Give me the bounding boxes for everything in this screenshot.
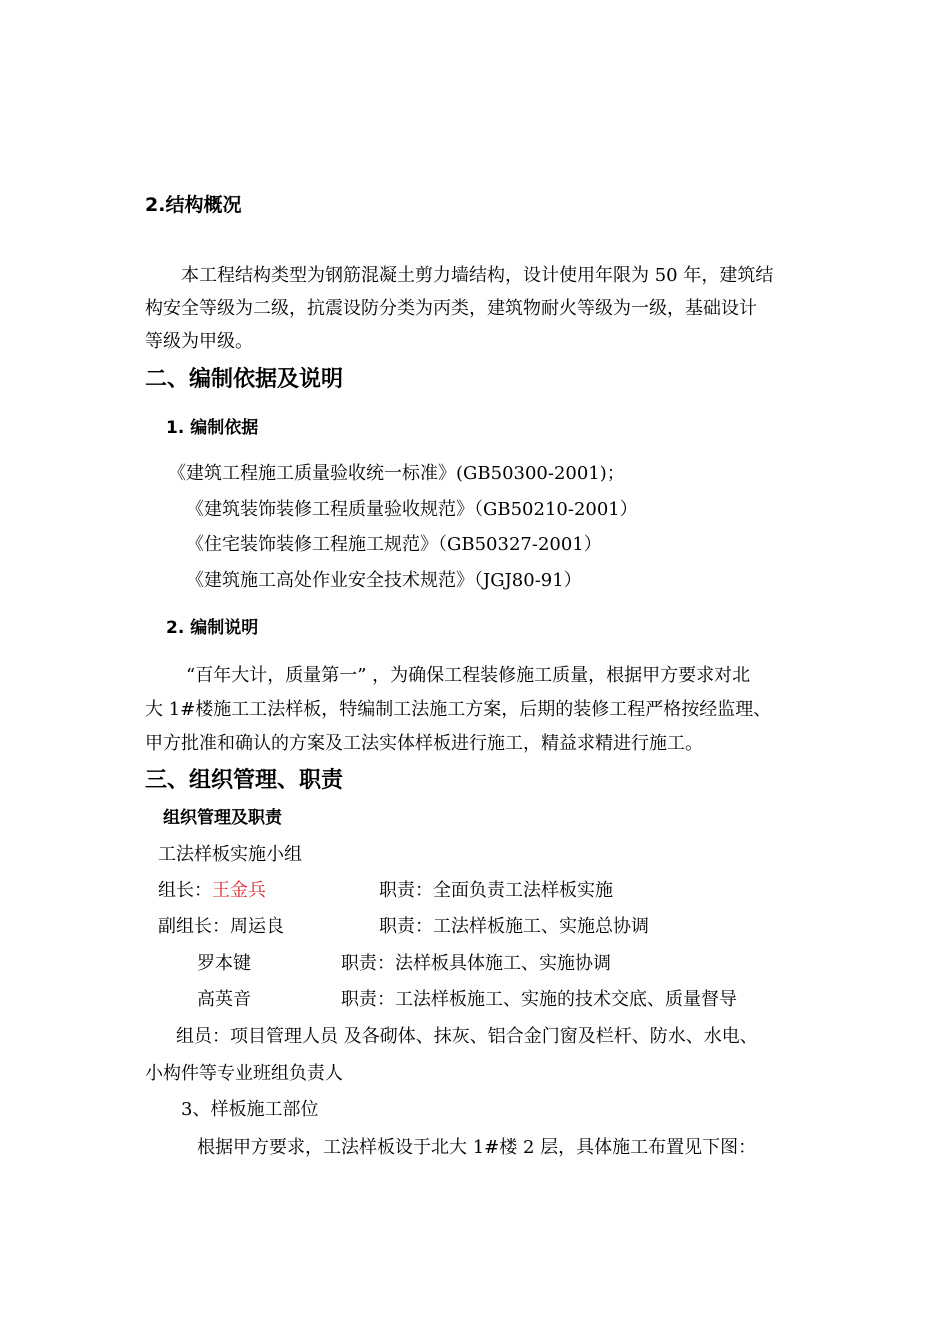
heading-structure: 2.结构概况 bbox=[145, 194, 242, 216]
members-line-2: 小构件等专业班组负责人 bbox=[145, 1063, 343, 1084]
structure-para-line-2: 构安全等级为二级，抗震设防分类为丙类，建筑物耐火等级为一级，基础设计 bbox=[145, 298, 757, 319]
subheading-basis: 1. 编制依据 bbox=[166, 418, 259, 438]
standard-item-3: 《住宅装饰装修工程施工规范》（GB50327-2001） bbox=[186, 534, 602, 555]
member1-name: 罗本键 bbox=[197, 953, 251, 974]
leader-duty: 职责：全面负责工法样板实施 bbox=[379, 880, 613, 901]
structure-para-line-1: 本工程结构类型为钢筋混凝土剪力墙结构，设计使用年限为 50 年，建筑结 bbox=[181, 265, 774, 286]
members-line-1: 组员：项目管理人员 及各砌体、抹灰、铝合金门窗及栏杆、防水、水电、 bbox=[176, 1026, 758, 1047]
explain-line-3: 甲方批准和确认的方案及工法实体样板进行施工，精益求精进行施工。 bbox=[145, 733, 703, 754]
standard-item-1: 《建筑工程施工质量验收统一标准》(GB50300-2001)； bbox=[168, 463, 625, 484]
leader-label: 组长： bbox=[158, 880, 212, 901]
leader-name: 王金兵 bbox=[212, 880, 266, 901]
deputy-label: 副组长：周运良 bbox=[158, 916, 284, 937]
heading-org: 三、组织管理、职责 bbox=[145, 767, 344, 793]
standard-item-2: 《建筑装饰装修工程质量验收规范》（GB50210-2001） bbox=[186, 499, 638, 520]
group-name: 工法样板实施小组 bbox=[158, 844, 302, 865]
member2-name: 高英音 bbox=[197, 989, 251, 1010]
part-text: 根据甲方要求，工法样板设于北大 1#楼 2 层，具体施工布置见下图： bbox=[197, 1137, 757, 1158]
structure-para-line-3: 等级为甲级。 bbox=[145, 331, 253, 352]
subheading-explain: 2. 编制说明 bbox=[166, 618, 259, 638]
leader-row bbox=[158, 879, 266, 903]
part-heading: 3、样板施工部位 bbox=[181, 1099, 319, 1120]
explain-line-1: “百年大计，质量第一” ，为确保工程装修施工质量，根据甲方要求对北 bbox=[186, 665, 751, 686]
standard-item-4: 《建筑施工高处作业安全技术规范》（JGJ80-91） bbox=[186, 570, 582, 591]
subheading-org: 组织管理及职责 bbox=[163, 808, 282, 828]
explain-line-2: 大 1#楼施工工法样板，特编制工法施工方案，后期的装修工程严格按经监理、 bbox=[145, 699, 772, 720]
deputy-duty: 职责：工法样板施工、实施总协调 bbox=[379, 916, 649, 937]
member1-duty: 职责：法样板具体施工、实施协调 bbox=[341, 953, 611, 974]
member2-duty: 职责：工法样板施工、实施的技术交底、质量督导 bbox=[341, 989, 737, 1010]
heading-basis: 二、编制依据及说明 bbox=[145, 366, 344, 392]
